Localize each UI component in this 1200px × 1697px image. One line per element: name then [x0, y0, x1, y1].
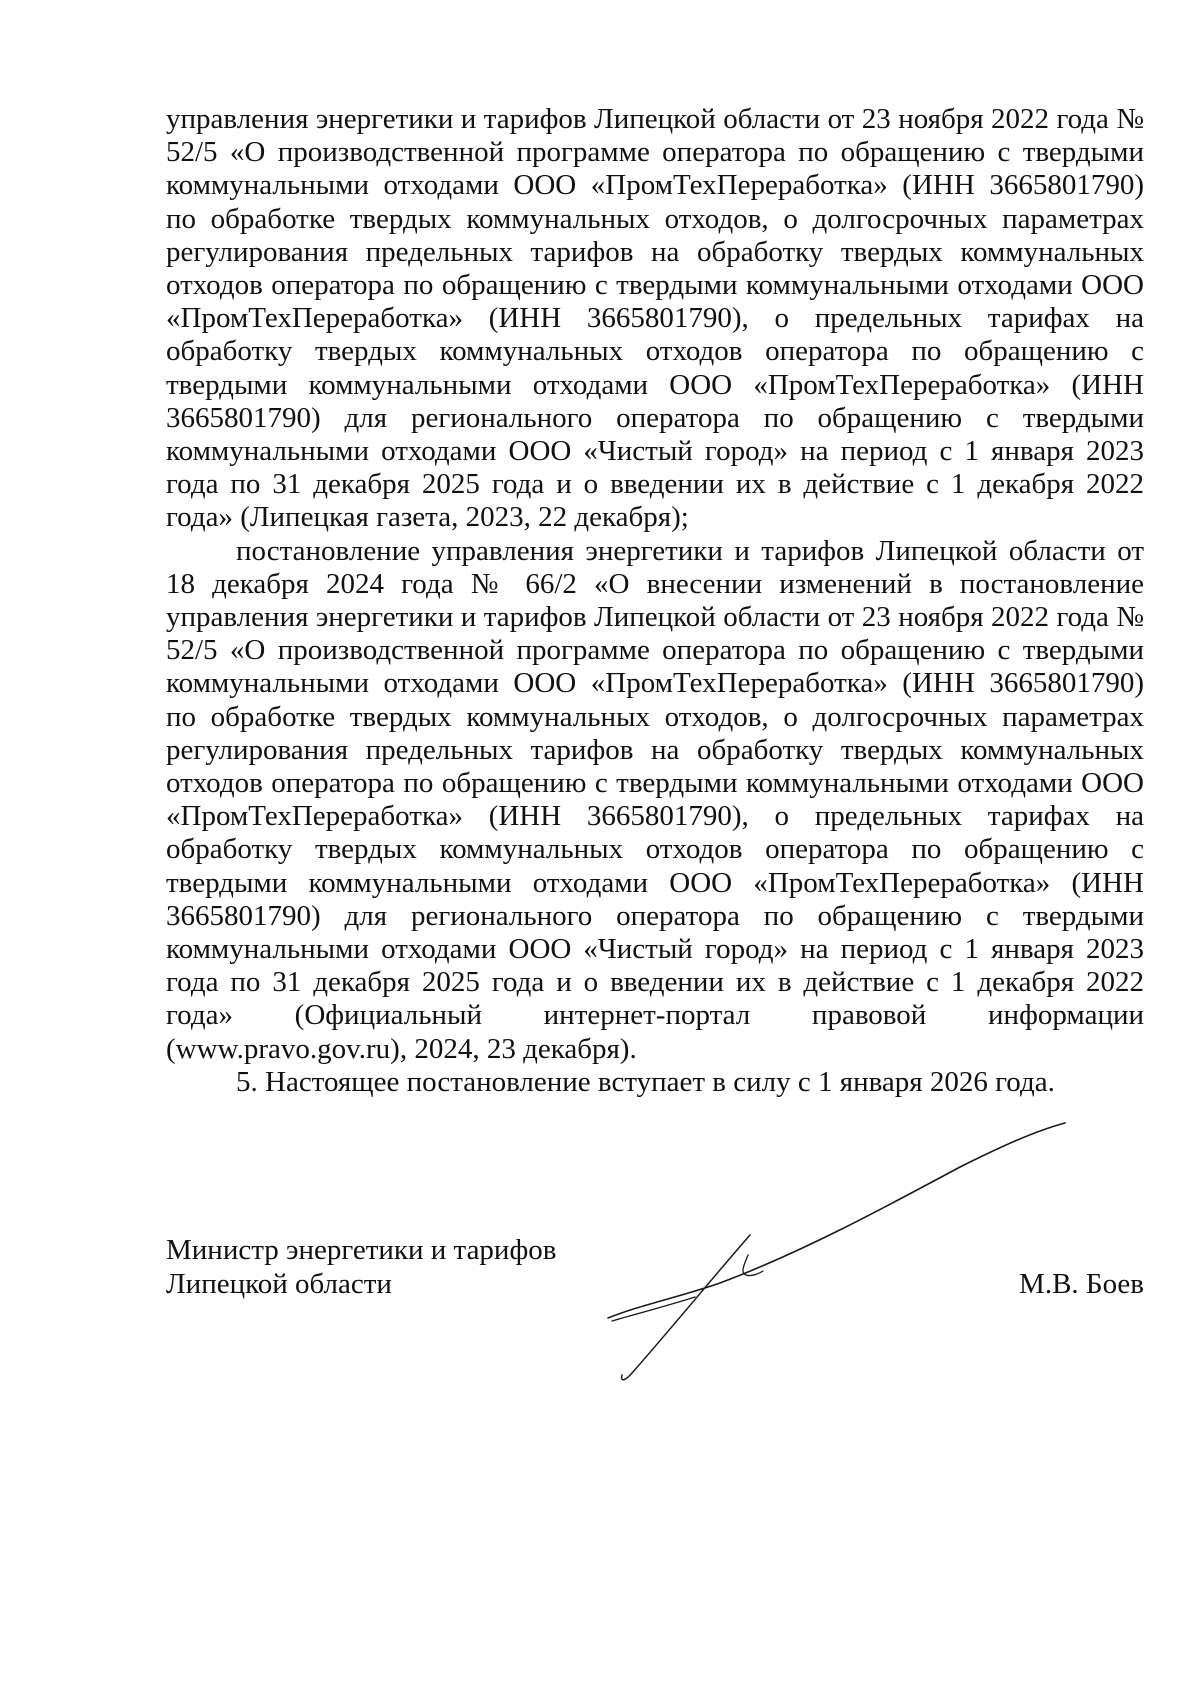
- document-body: [166, 103, 1144, 1099]
- signatory-position: [166, 1233, 586, 1301]
- paragraph-previous-resolution-citation: управления энергетики и тарифов Липецкой области от 23 ноября 2022 года № 52/5 «О производственной программе оператора по обращению с твердыми коммунальными отходами ООО «ПромТехПереработка» (ИНН 3665801790) по обработке твердых коммунальных отходов, о долгосрочных параметрах регулирования предельных тарифов на обработку твердых коммунальных отходов оператора по обращению с твердыми коммунальными отходами ООО «ПромТехПереработка» (ИНН 3665801790), о предельных тарифах на обработку твердых коммунальных отходов оператора по обращению с твердыми коммунальными отходами ООО «ПромТехПереработка» (ИНН 3665801790) для регионального оператора по обращению с твердыми коммунальными отходами ООО «Чистый город» на период с 1 января 2023 года по 31 декабря 2025 года и о введении их в действие с 1 декабря 2022 года» (Липецкая газета, 2023, 22 декабря);: [166, 103, 1144, 534]
- signatory-position-line-2: Липецкой области: [166, 1268, 392, 1300]
- signatory-name: М.В. Боев: [1019, 1268, 1144, 1300]
- paragraph-resolution-66-2: постановление управления энергетики и тарифов Липецкой области от 18 декабря 2024 года № 66/2 «О внесении изменений в постановление управления энергетики и тарифов Липецкой области от 23 ноября 2022 года № 52/5 «О производственной программе оператора по обращению с твердыми коммунальными отходами ООО «ПромТехПереработка» (ИНН 3665801790) по обработке твердых коммунальных отходов, о долгосрочных параметрах регулирования предельных тарифов на обработку твердых коммунальных отходов оператора по обращению с твердыми коммунальными отходами ООО «ПромТехПереработка» (ИНН 3665801790), о предельных тарифах на обработку твердых коммунальных отходов оператора по обращению с твердыми коммунальными отходами ООО «ПромТехПереработка» (ИНН 3665801790) для регионального оператора по обращению с твердыми коммунальными отходами ООО «Чистый город» на период с 1 января 2023 года по 31 декабря 2025 года и о введении их в действие с 1 декабря 2022 года» (Официальный интернет-портал правовой информации (www.pravo.gov.ru), 2024, 23 декабря).: [166, 534, 1144, 1065]
- signatory-position-line-1: Министр энергетики и тарифов: [166, 1234, 557, 1266]
- signature-block: [166, 1233, 1144, 1323]
- paragraph-effective-date: 5. Настоящее постановление вступает в силу с 1 января 2026 года.: [236, 1065, 1055, 1098]
